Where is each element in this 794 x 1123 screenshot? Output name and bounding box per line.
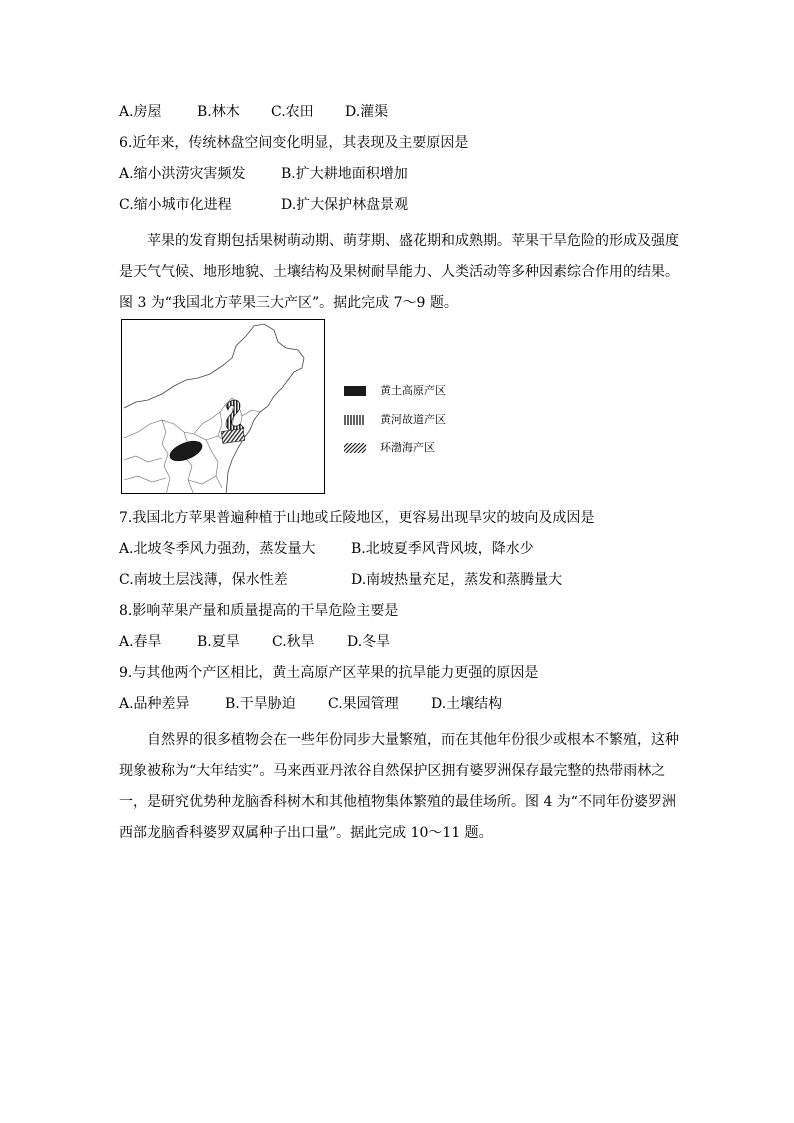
option-b: B.林木 — [197, 104, 240, 120]
q8-stem: 8.影响苹果产量和质量提高的干旱危险主要是 — [119, 603, 399, 619]
yellow-river-old-course-region — [221, 429, 244, 444]
loess-plateau-region — [167, 437, 205, 465]
q6-stem: 6.近年来，传统林盘空间变化明显，其表现及主要原因是 — [119, 135, 469, 151]
option-c: C.缩小城市化进程 — [119, 197, 232, 213]
option-c: C.农田 — [271, 104, 314, 120]
passage-mast-seeding — [119, 725, 679, 849]
legend-swatch-diagonal — [344, 443, 366, 453]
china-north-map — [122, 320, 325, 494]
passage-apple — [119, 226, 679, 319]
bohai-rim-region — [226, 400, 244, 431]
option-c: C.秋旱 — [272, 634, 315, 650]
option-b: B.夏旱 — [197, 634, 240, 650]
option-a: A.北坡冬季风力强劲，蒸发量大 — [119, 541, 316, 557]
option-a: A.缩小洪涝灾害频发 — [119, 166, 246, 182]
option-d: D.南坡热量充足，蒸发和蒸腾量大 — [351, 572, 563, 588]
q7-options-row1 — [119, 539, 534, 559]
legend-label: 黄土高原产区 — [380, 384, 446, 397]
option-a: A.品种差异 — [119, 696, 190, 712]
option-c: C.果园管理 — [328, 696, 399, 712]
option-d: D.灌渠 — [345, 104, 389, 120]
legend-label: 黄河故道产区 — [380, 413, 446, 426]
q9-options — [119, 694, 502, 714]
option-b: B.扩大耕地面积增加 — [281, 166, 408, 182]
option-a: A.房屋 — [119, 104, 162, 120]
option-a: A.春旱 — [119, 634, 162, 650]
option-c: C.南坡土层浅薄，保水性差 — [119, 572, 288, 588]
option-d: D.冬旱 — [347, 634, 391, 650]
option-d: D.扩大保护林盘景观 — [281, 197, 409, 213]
q5-options — [119, 102, 388, 122]
option-b: B.干旱胁迫 — [225, 696, 296, 712]
passage-apple-text: 苹果的发育期包括果树萌动期、萌芽期、盛花期和成熟期。苹果干旱危险的形成及强度是天气气候、地形地貌、土壤结构及果树耐旱能力、人类活动等多种因素综合作用的结果。图 3 为“我国北方苹果三大产区”。据此完成 7～9 题。 — [119, 233, 679, 311]
passage-mast-seeding-text: 自然界的很多植物会在一些年份同步大量繁殖，而在其他年份很少或根本不繁殖，这种现象被称为“大年结实”。马来西亚丹浓谷自然保护区拥有婆罗洲保存最完整的热带雨林之一，是研究优势种龙脑香科树木和其他植物集体繁殖的最佳场所。图 4 为“不同年份婆罗洲西部龙脑香科婆罗双属种子出口量”。据此完成 10～11 题。 — [119, 732, 679, 841]
q6-options-row2 — [119, 195, 408, 215]
q7-stem: 7.我国北方苹果普遍种植于山地或丘陵地区，更容易出现旱灾的坡向及成因是 — [119, 510, 595, 526]
legend-swatch-solid — [344, 386, 366, 396]
q9-stem: 9.与其他两个产区相比，黄土高原产区苹果的抗旱能力更强的原因是 — [119, 665, 539, 681]
q8-options — [119, 632, 390, 652]
option-d: D.土壤结构 — [431, 696, 503, 712]
legend-label: 环渤海产区 — [380, 441, 435, 454]
map-figure-3 — [121, 319, 325, 494]
q6-options-row1 — [119, 164, 408, 184]
country-outline — [124, 324, 304, 494]
legend-swatch-vertical — [344, 415, 366, 425]
option-b: B.北坡夏季风背风坡，降水少 — [351, 541, 534, 557]
q7-options-row2 — [119, 570, 562, 590]
